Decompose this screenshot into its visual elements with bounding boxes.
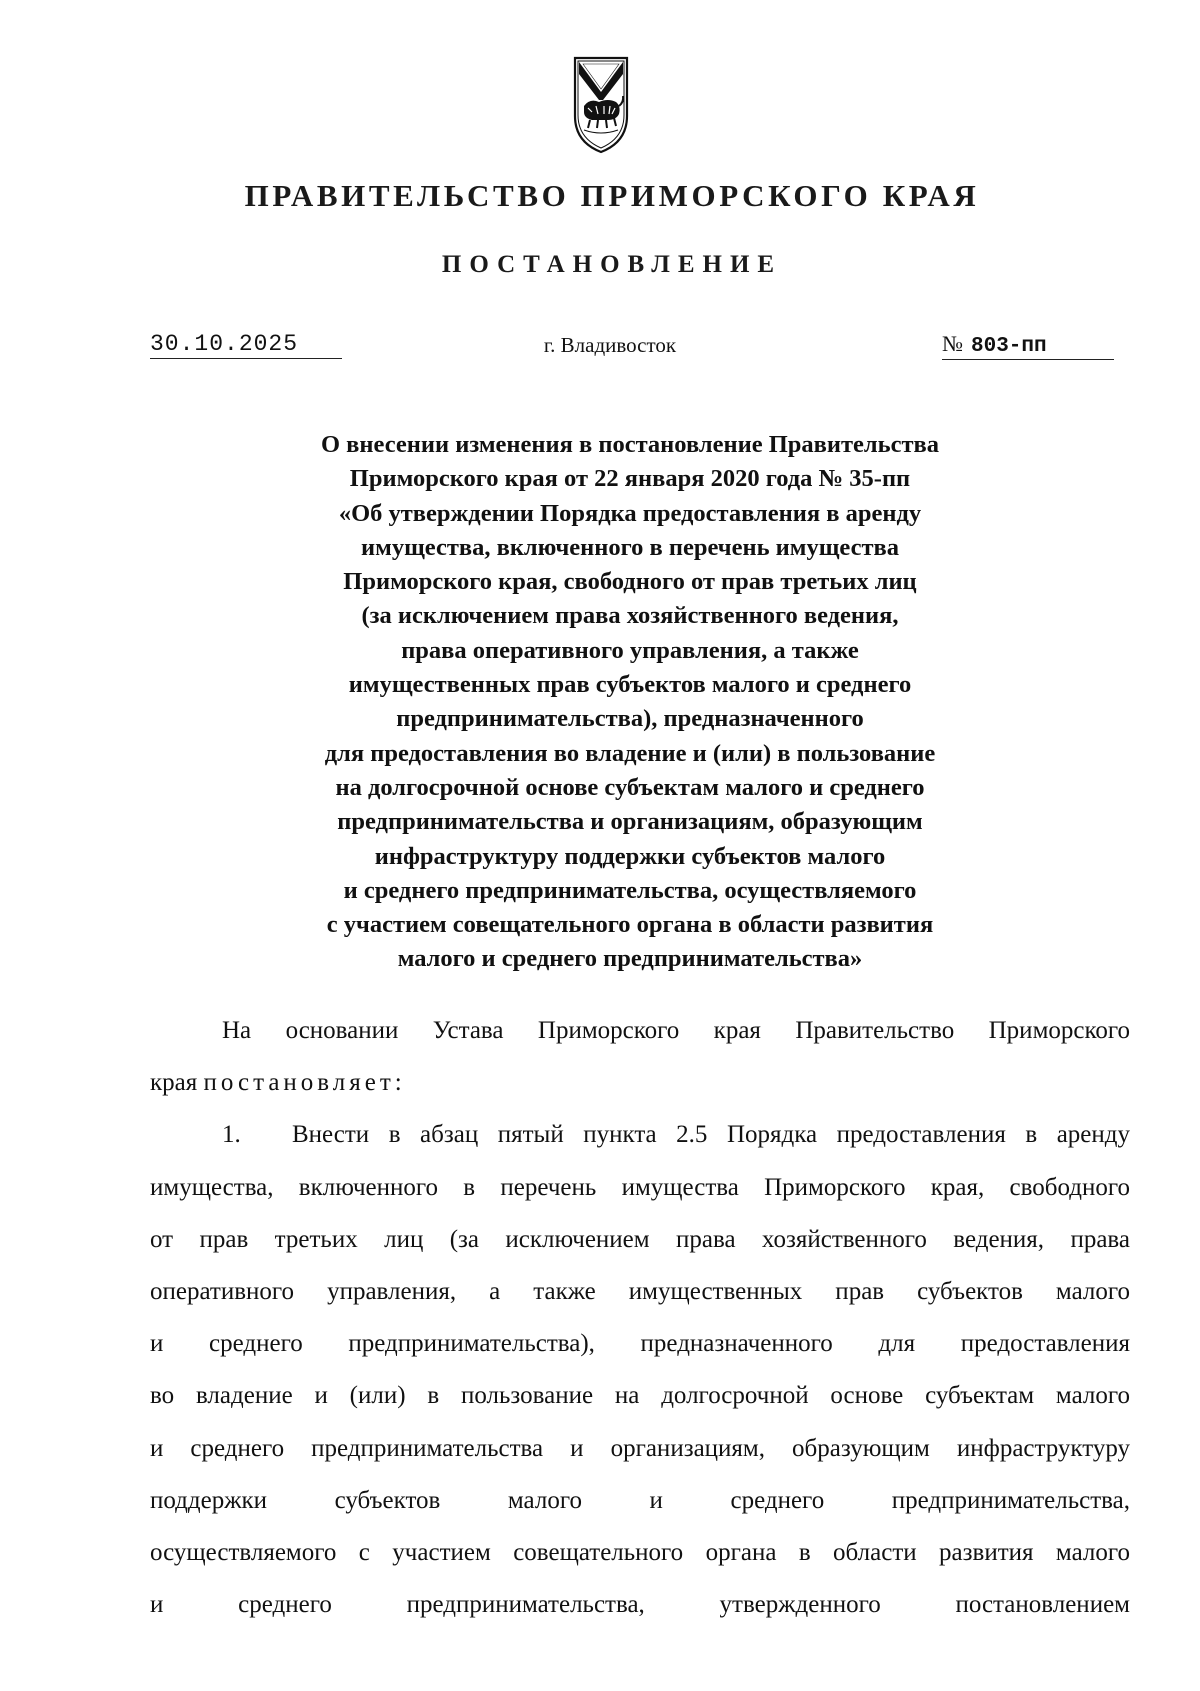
item-line: и среднего предпринимательства), предназначенного для предоставления bbox=[150, 1330, 1130, 1358]
subject-line: имущества, включенного в перечень имущества bbox=[361, 533, 899, 561]
item-line: и среднего предпринимательства, утвержденного постановлением bbox=[150, 1591, 1130, 1619]
subject-line: инфраструктуру поддержки субъектов малого bbox=[374, 842, 886, 870]
subject-line: с участием совещательного органа в области развития bbox=[326, 911, 934, 939]
document-city: г. Владивосток bbox=[543, 333, 677, 357]
coat-of-arms-icon bbox=[572, 56, 630, 156]
item-line: и среднего предпринимательства и организациям, образующим инфраструктуру bbox=[150, 1434, 1130, 1462]
subject-line: (за исключением права хозяйственного ведения, bbox=[361, 602, 899, 630]
item-line: во владение и (или) в пользование на долгосрочной основе субъектам малого bbox=[150, 1382, 1130, 1410]
subject-line: и среднего предпринимательства, осуществляемого bbox=[343, 876, 917, 904]
preamble-text: края bbox=[150, 1069, 204, 1097]
subject-line: имущественных прав субъектов малого и среднего bbox=[348, 671, 912, 699]
subject-line: Приморского края от 22 января 2020 года № 35-пп bbox=[349, 465, 911, 493]
document-body bbox=[150, 1005, 1130, 1631]
item-text: Внести в абзац пятый пункта 2.5 Порядка предоставления в аренду bbox=[292, 1121, 1130, 1149]
preamble-line: На основании Устава Приморского края Правительство Приморского bbox=[222, 1017, 1130, 1044]
item-number: 1. bbox=[222, 1121, 241, 1149]
document-date: 30.10.2025 bbox=[150, 331, 342, 359]
document-subject bbox=[150, 428, 1110, 977]
item-line: от прав третьих лиц (за исключением права хозяйственного ведения, права bbox=[150, 1225, 1130, 1253]
preamble-line bbox=[150, 1057, 1130, 1109]
item-line: оперативного управления, а также имущественных прав субъектов малого bbox=[150, 1278, 1130, 1306]
document-number bbox=[942, 331, 1114, 360]
number-sign: № bbox=[942, 331, 963, 356]
subject-line: малого и среднего предпринимательства» bbox=[397, 945, 863, 973]
item-line: осуществляемого с участием совещательного органа в области развития малого bbox=[150, 1539, 1130, 1567]
subject-line: права оперативного управления, а также bbox=[401, 636, 859, 664]
organization-title: ПРАВИТЕЛЬСТВО ПРИМОРСКОГО КРАЯ bbox=[244, 178, 980, 213]
document-type-heading: ПОСТАНОВЛЕНИЕ bbox=[441, 251, 783, 278]
subject-line: Приморского края, свободного от прав третьих лиц bbox=[343, 568, 917, 596]
item-line: поддержки субъектов малого и среднего предпринимательства, bbox=[150, 1486, 1130, 1514]
subject-line: на долгосрочной основе субъектам малого и среднего bbox=[335, 773, 925, 801]
subject-line: О внесении изменения в постановление Правительства bbox=[321, 431, 939, 458]
decree-verb: постановляет: bbox=[203, 1069, 406, 1097]
item-first-line bbox=[150, 1109, 1130, 1161]
number-value: 803-пп bbox=[971, 335, 1047, 358]
subject-line: предпринимательства и организациям, образующим bbox=[337, 808, 923, 836]
item-line: имущества, включенного в перечень имущества Приморского края, свободного bbox=[150, 1173, 1130, 1201]
subject-line: для предоставления во владение и (или) в пользование bbox=[324, 739, 936, 767]
subject-line: предпринимательства), предназначенного bbox=[396, 705, 864, 733]
document-meta-row bbox=[0, 325, 1200, 365]
subject-line: «Об утверждении Порядка предоставления в аренду bbox=[338, 499, 922, 527]
